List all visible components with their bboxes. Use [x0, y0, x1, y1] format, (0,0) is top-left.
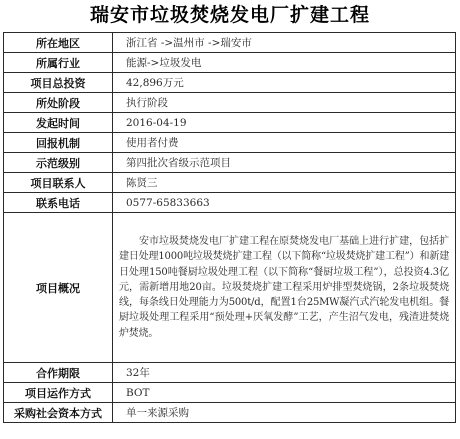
table-row: [4, 153, 456, 173]
row-label-operation-mode: 项目运作方式: [4, 383, 113, 403]
row-label-contact-person: 项目联系人: [4, 173, 113, 193]
table-row: [4, 213, 456, 363]
document-title: 瑞安市垃圾焚烧发电厂扩建工程: [89, 4, 370, 26]
table-row: [4, 113, 456, 133]
row-value-operation-mode: BOT: [113, 383, 456, 403]
table-row: [4, 193, 456, 213]
row-value-stage: 执行阶段: [113, 93, 456, 113]
row-label-return-mechanism: 回报机制: [4, 133, 113, 153]
row-label-start-date: 发起时间: [4, 113, 113, 133]
table-row: [4, 33, 456, 53]
row-value-demo-level: 第四批次省级示范项目: [113, 153, 456, 173]
row-value-industry: 能源->垃圾发电: [113, 53, 456, 73]
row-value-total-investment: 42,896万元: [113, 73, 456, 93]
row-label-region: 所在地区: [4, 33, 113, 53]
row-label-overview: 项目概况: [4, 213, 113, 363]
table-row: [4, 363, 456, 383]
row-label-term: 合作期限: [4, 363, 113, 383]
row-label-stage: 所处阶段: [4, 93, 113, 113]
project-info-table: [3, 32, 456, 423]
table-row: [4, 403, 456, 423]
table-row: [4, 133, 456, 153]
table-row: [4, 383, 456, 403]
row-value-procurement: 单一来源采购: [113, 403, 456, 423]
row-label-demo-level: 示范级别: [4, 153, 113, 173]
row-label-total-investment: 项目总投资: [4, 73, 113, 93]
row-value-phone: 0577-65833663: [113, 193, 456, 213]
row-value-term: 32年: [113, 363, 456, 383]
row-label-industry: 所属行业: [4, 53, 113, 73]
row-value-overview: 安市垃圾焚烧发电厂扩建工程在原焚烧发电厂基础上进行扩建，包括扩建日处理1000吨垃圾焚烧扩建工程（以下简称“垃圾焚烧扩建工程”）和新建日处理150吨餐厨垃圾处理工程（以下简称“餐厨垃圾工程”），总投资4.3亿元，需新增用地20亩。垃圾焚烧扩建工程采用炉排型焚烧锅，2条垃圾焚烧线，每条线日处理能力为500t/d，配置1台25MW凝汽式汽轮发电机组。餐厨垃圾处理工程采用“预处理+厌氧发酵”工艺，产生沼气发电，残渣进焚烧炉焚烧。: [113, 213, 456, 363]
table-row: [4, 73, 456, 93]
row-value-return-mechanism: 使用者付费: [113, 133, 456, 153]
row-value-region: 浙江省 ->温州市 ->瑞安市: [113, 33, 456, 53]
row-label-phone: 联系电话: [4, 193, 113, 213]
row-value-contact-person: 陈贤三: [113, 173, 456, 193]
table-row: [4, 173, 456, 193]
row-label-procurement: 采购社会资本方式: [4, 403, 113, 423]
table-row: [4, 93, 456, 113]
table-row: [4, 53, 456, 73]
row-value-start-date: 2016-04-19: [113, 113, 456, 133]
